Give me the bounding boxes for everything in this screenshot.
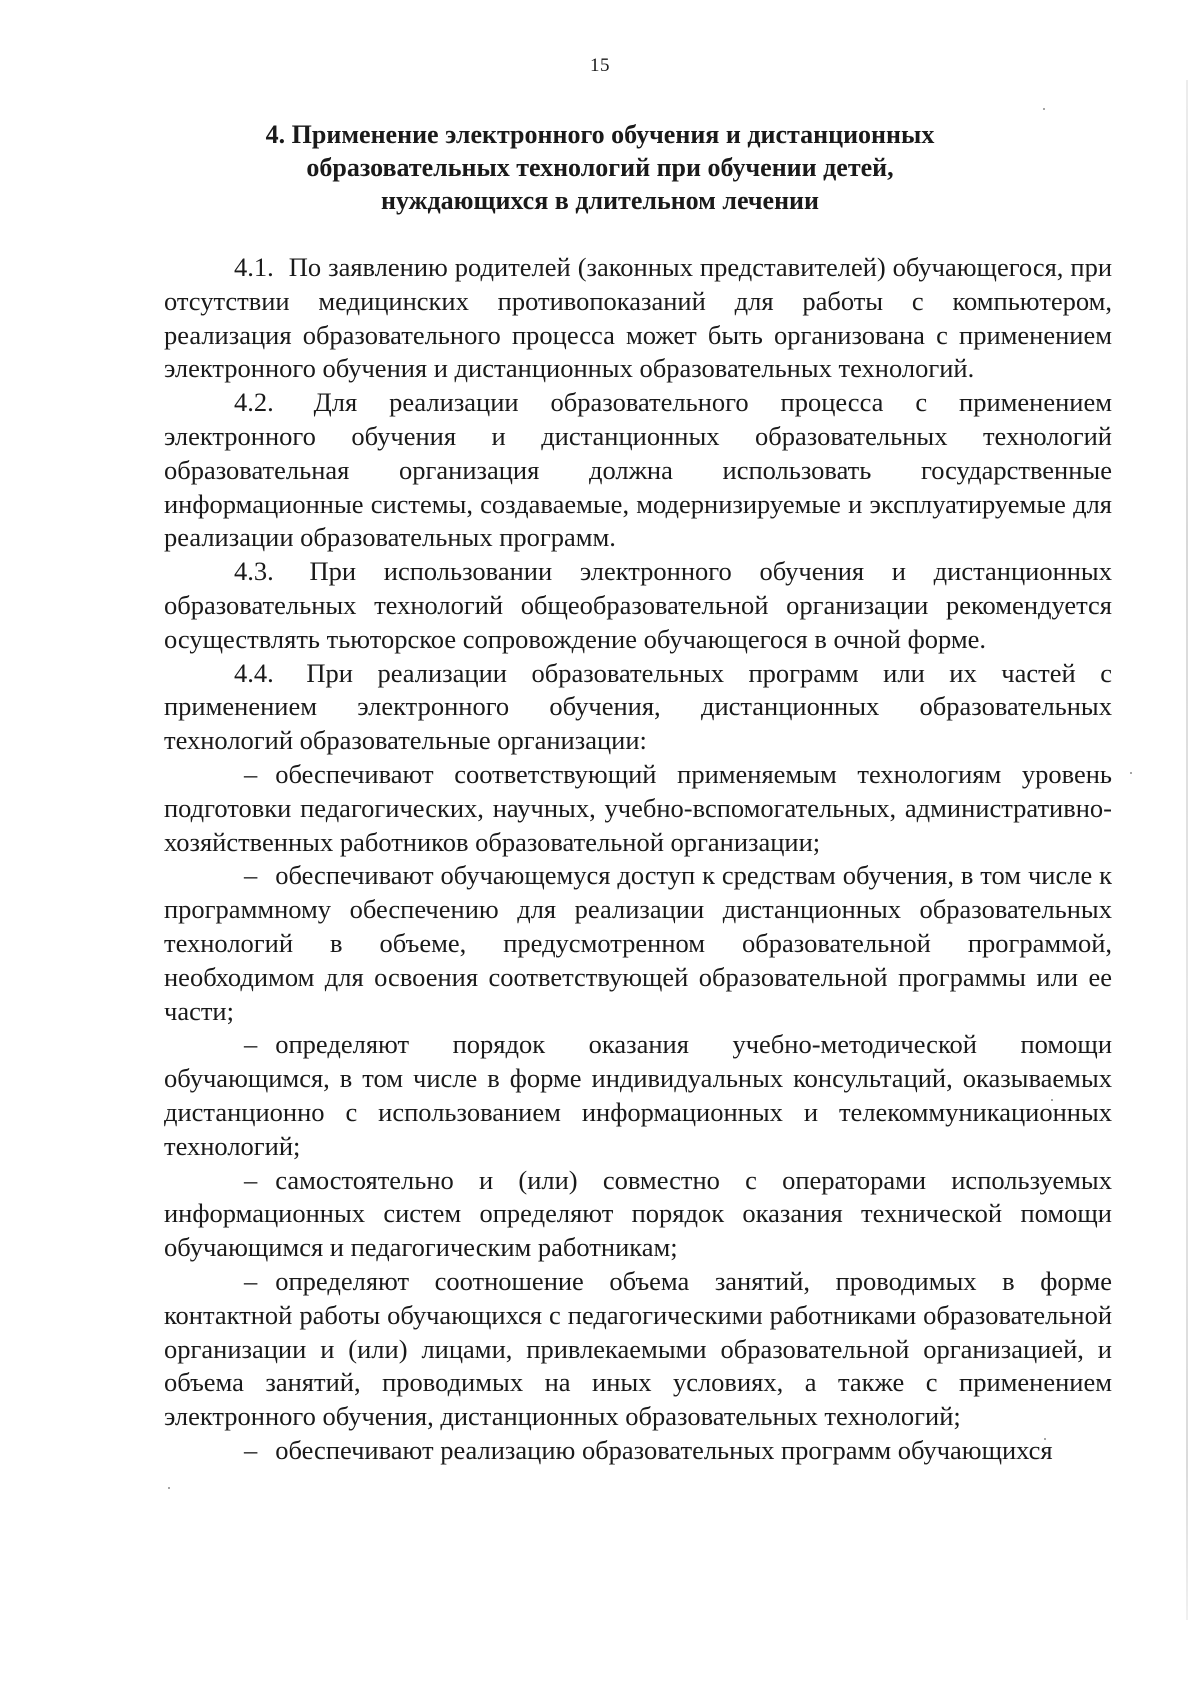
list-item — [164, 859, 1112, 1028]
section-heading — [150, 118, 1050, 217]
scan-speck — [1043, 108, 1045, 110]
list-item-text: обеспечивают реализацию образовательных программ обучающихся — [275, 1434, 1053, 1465]
list-item-text: определяют порядок оказания учебно-методической помощи обучающимся, в том числе в форме индивидуальных консультаций, оказываемых дистанционно с использованием информационных и телекоммуникационных технологий; — [164, 1029, 1112, 1161]
list-item — [164, 758, 1112, 859]
paragraph-4-4 — [164, 657, 1112, 758]
heading-line: образовательных технологий при обучении детей, — [306, 153, 894, 182]
list-item — [164, 1434, 1112, 1468]
list-item-text: обеспечивают обучающемуся доступ к средствам обучения, в том числе к программному обеспечению для реализации дистанционных образовательных технологий в объеме, предусмотренном образовательной программой, необходимом для освоения соответствующей образовательной программы или ее части; — [164, 860, 1112, 1026]
list-item — [164, 1265, 1112, 1434]
list-dash: – — [244, 1265, 258, 1296]
document-body — [164, 251, 1112, 1468]
paragraph-number: 4.3. — [234, 556, 274, 587]
heading-line: 4. Применение электронного обучения и дистанционных — [265, 120, 935, 149]
page-number: 15 — [590, 55, 610, 76]
list-dash: – — [244, 758, 258, 789]
paragraph-number: 4.1. — [234, 252, 274, 282]
list-item-text: самостоятельно и (или) совместно с операторами используемых информационных систем определяют порядок оказания технической помощи обучающимся и педагогическим работникам; — [164, 1164, 1112, 1263]
scan-speck — [1130, 772, 1132, 774]
paragraph-number: 4.4. — [234, 657, 274, 688]
paragraph-text: При реализации образовательных программ или их частей с применением электронного обучения, дистанционных образовательных технологий образовательные организации: — [164, 657, 1112, 756]
list-dash: – — [244, 860, 258, 891]
scan-speck — [168, 1487, 170, 1489]
list-item-text: обеспечивают соответствующий применяемым технологиям уровень подготовки педагогических, научных, учебно-вспомогательных, административно-хозяйственных работников образовательной организации; — [164, 758, 1112, 857]
paragraph-text: По заявлению родителей (законных представителей) обучающегося, при отсутствии медицинских противопоказаний для работы с компьютером, реализация образовательного процесса может быть организована с применением электронного обучения и дистанционных образовательных технологий. — [164, 252, 1113, 384]
list-item — [164, 1028, 1112, 1163]
list-dash: – — [244, 1434, 258, 1465]
list-item — [164, 1164, 1112, 1265]
paragraph-text: Для реализации образовательного процесса с применением электронного обучения и дистанционных образовательных технологий образовательная организация должна использовать государственные информационные системы, создаваемые, модернизируемые и эксплуатируемые для реализации образовательных программ. — [164, 387, 1112, 553]
heading-line: нуждающихся в длительном лечении — [380, 186, 820, 215]
paragraph-4-2 — [164, 386, 1112, 555]
list-item-text: определяют соотношение объема занятий, проводимых в форме контактной работы обучающихся с педагогическими работниками образовательной организации и (или) лицами, привлекаемыми образовательной организацией, и объема занятий, проводимых на иных условиях, а также с применением электронного обучения, дистанционных образовательных технологий; — [164, 1265, 1112, 1432]
paragraph-4-3 — [164, 555, 1112, 656]
paragraph-4-1 — [164, 251, 1112, 386]
scan-edge-artifact — [1186, 80, 1188, 1620]
paragraph-text: При использовании электронного обучения и дистанционных образовательных технологий общеобразовательной организации рекомендуется осуществлять тьюторское сопровождение обучающегося в очной форме. — [164, 556, 1112, 654]
paragraph-number: 4.2. — [234, 387, 274, 418]
list-dash: – — [244, 1029, 258, 1060]
list-dash: – — [244, 1164, 258, 1195]
